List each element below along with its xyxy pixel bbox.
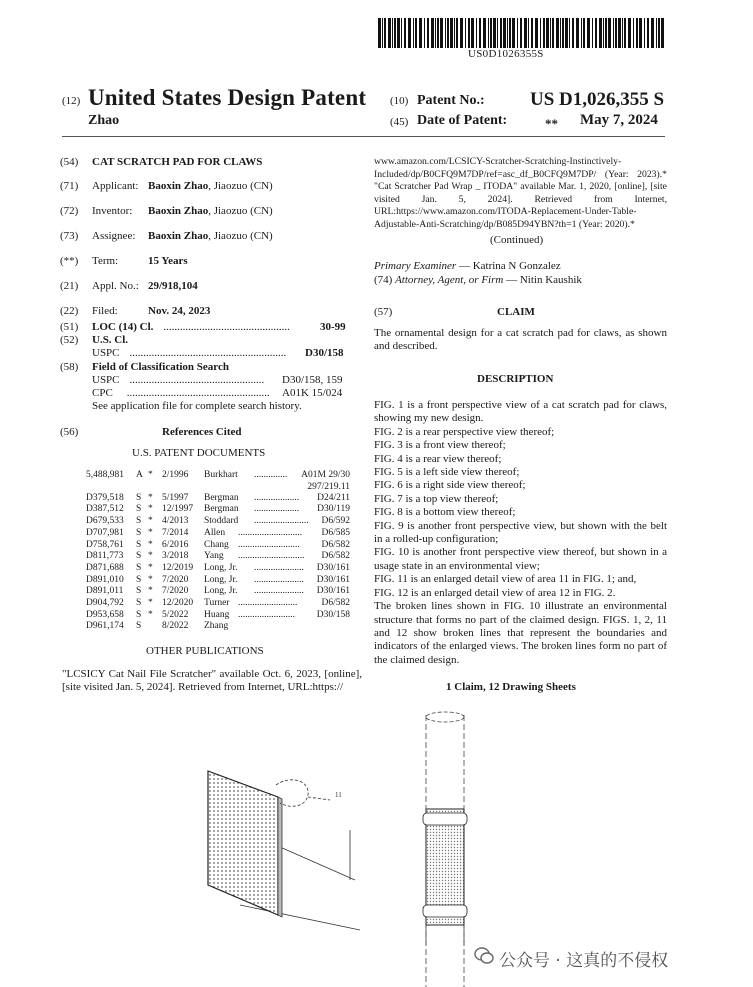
- primary-examiner: Primary Examiner — Katrina N Gonzalez: [374, 260, 561, 272]
- reference-name: Long, Jr.: [204, 562, 238, 573]
- reference-dots: .....................: [254, 562, 304, 573]
- reference-date: 5/1997: [162, 492, 189, 503]
- reference-star: *: [148, 470, 153, 480]
- reference-class: D30/161: [316, 562, 350, 573]
- field-search-uspc-value: D30/158, 159: [282, 374, 343, 386]
- patent-no-label: Patent No.:: [417, 93, 485, 108]
- reference-date: 7/2020: [162, 574, 189, 585]
- reference-number: D961,174: [86, 621, 124, 632]
- reference-class: D6/585: [321, 527, 350, 538]
- header-divider: [62, 136, 665, 137]
- code-52: (52): [60, 334, 79, 346]
- reference-star: *: [148, 504, 153, 515]
- reference-number: D904,792: [86, 598, 124, 608]
- description-title: DESCRIPTION: [477, 373, 554, 385]
- invention-title: CAT SCRATCH PAD FOR CLAWS: [92, 156, 263, 168]
- applicant-label: Applicant:: [92, 180, 139, 192]
- reference-star: *: [148, 574, 153, 585]
- reference-dots: ............................: [238, 551, 305, 562]
- reference-dots: .......................: [254, 516, 309, 527]
- appl-no-label: Appl. No.:: [92, 280, 139, 292]
- reference-class: D6/582: [321, 539, 350, 550]
- term-label: Term:: [92, 255, 119, 267]
- reference-star: *: [148, 551, 153, 562]
- patent-number: US D1,026,355 S: [530, 89, 665, 110]
- assignee-value: Baoxin Zhao, Jiaozuo (CN): [148, 230, 273, 242]
- reference-class: D30/158: [316, 609, 350, 620]
- reference-date: 7/2020: [162, 586, 189, 597]
- reference-number: D891,010: [86, 574, 124, 585]
- reference-kind: S: [136, 609, 142, 620]
- reference-row: [86, 528, 366, 539]
- reference-name: Yang: [204, 551, 224, 562]
- reference-class: D6/582: [321, 598, 350, 608]
- reference-name: Long, Jr.: [204, 586, 238, 597]
- reference-row: [86, 504, 366, 515]
- code-57: (57): [374, 306, 393, 318]
- reference-number: D871,688: [86, 562, 124, 573]
- reference-date: 5/2022: [162, 609, 189, 620]
- description-line: FIG. 1 is a front perspective view of a cat scratch pad for claws, showing my new design.: [374, 399, 667, 425]
- reference-number: D379,518: [86, 492, 124, 503]
- reference-class: A01M 29/30: [301, 470, 350, 480]
- code-45: (45): [390, 116, 409, 128]
- reference-row: [86, 516, 366, 527]
- document-title: United States Design Patent: [88, 85, 367, 110]
- reference-star: *: [148, 539, 153, 550]
- code-58: (58): [60, 361, 79, 373]
- applicant-value: Baoxin Zhao, Jiaozuo (CN): [148, 180, 273, 192]
- reference-star: *: [148, 492, 153, 503]
- us-cl-uspc: USPC .........................................................: [92, 347, 287, 359]
- reference-name: Huang: [204, 609, 230, 620]
- reference-dots: ..........................: [238, 539, 300, 550]
- reference-class: D30/161: [316, 574, 350, 585]
- reference-kind: S: [136, 621, 142, 632]
- field-search-cpc-value: A01K 15/024: [282, 387, 343, 399]
- loc-class-value: 30-99: [320, 321, 346, 333]
- us-patent-docs-title: U.S. PATENT DOCUMENTS: [132, 447, 266, 459]
- pole-environment-drawing: [423, 712, 467, 987]
- reference-date: 4/2013: [162, 516, 189, 527]
- claim-text: The ornamental design for a cat scratch pad for claws, as shown and described.: [374, 327, 667, 353]
- reference-dots: .........................: [238, 598, 298, 608]
- reference-class: D30/119: [317, 504, 350, 515]
- description-line: FIG. 5 is a left side view thereof;: [374, 466, 520, 479]
- reference-class: D6/592: [321, 516, 350, 527]
- reference-date: 12/2019: [162, 562, 194, 573]
- description-line: FIG. 2 is a rear perspective view thereof;: [374, 425, 555, 438]
- reference-row: [86, 470, 366, 481]
- reference-name: Burkhart: [204, 470, 238, 480]
- code-54: (54): [60, 156, 79, 168]
- description-line: FIG. 9 is another front perspective view, but shown with the belt in a rolled-up configuration;: [374, 519, 667, 546]
- code-10: (10): [390, 95, 409, 107]
- barcode: [378, 18, 664, 48]
- code-term: (**): [60, 255, 79, 267]
- code-71: (71): [60, 180, 79, 192]
- code-21: (21): [60, 280, 79, 292]
- patent-date: May 7, 2024: [580, 112, 658, 128]
- reference-name: Zhang: [204, 621, 229, 632]
- reference-name: Allen: [204, 527, 226, 538]
- claim-title: CLAIM: [497, 306, 535, 318]
- code-56: (56): [60, 426, 79, 438]
- other-publications-title: OTHER PUBLICATIONS: [146, 645, 264, 657]
- reference-date: 7/2014: [162, 527, 189, 538]
- reference-kind: S: [136, 598, 142, 608]
- reference-star: *: [148, 586, 153, 597]
- assignee-label: Assignee:: [92, 230, 136, 242]
- description-line: FIG. 11 is an enlarged detail view of area 11 in FIG. 1; and,: [374, 573, 637, 586]
- claims-sheets: 1 Claim, 12 Drawing Sheets: [446, 681, 576, 693]
- reference-kind: S: [136, 492, 142, 503]
- reference-row: [86, 575, 366, 586]
- reference-kind: S: [136, 586, 142, 597]
- reference-row: [86, 621, 366, 632]
- description-line: FIG. 12 is an enlarged detail view of area 12 in FIG. 2.: [374, 586, 616, 599]
- reference-number: D891,011: [86, 586, 124, 597]
- attorney-agent: (74) Attorney, Agent, or Firm — Nitin Kaushik: [374, 274, 582, 286]
- reference-date: 12/1997: [162, 504, 194, 515]
- inventor-label: Inventor:: [92, 205, 133, 217]
- reference-date: 3/2018: [162, 551, 189, 562]
- inventor-surname: Zhao: [88, 113, 120, 128]
- reference-number: 5,488,981: [86, 470, 124, 480]
- reference-star: *: [148, 516, 153, 527]
- reference-dots: ...................: [254, 504, 300, 515]
- reference-name: Long, Jr.: [204, 574, 238, 585]
- reference-dots: .....................: [254, 574, 304, 585]
- appl-no-value: 29/918,104: [148, 280, 198, 292]
- reference-row-continued: [86, 482, 366, 493]
- filed-label: Filed:: [92, 305, 118, 317]
- reference-row: [86, 493, 366, 504]
- other-publication-cont: www.amazon.com/LCSICY-Scratcher-Scratching-Instinctively-Included/dp/B0CFQ9M7DP/ref=asc_df_B0CFQ9M7DP/ (Year: 2023).* "Cat Scratcher Pad Wrap _ ITODA" available Mar. 1, 2020, [online], [site visited Jan. 5, 2024]. Retrieved from Internet, URL:https://www.amazon.com/ITODA-Replacement-Under-Table-Adjustable-Anti-Scratching/dp/B085D94YBN?th=1 (Year: 2020).*: [374, 156, 667, 230]
- reference-dots: ...................: [254, 492, 300, 503]
- code-72: (72): [60, 205, 79, 217]
- reference-date: 2/1996: [162, 470, 189, 480]
- reference-name: Chang: [204, 539, 229, 550]
- reference-number: D707,981: [86, 527, 124, 538]
- us-cl-value: D30/158: [305, 347, 344, 359]
- reference-class-2: 297/219.11: [307, 481, 350, 492]
- reference-kind: A: [136, 470, 143, 480]
- reference-dots: ........................: [238, 609, 295, 620]
- reference-class: D6/582: [321, 551, 350, 562]
- reference-kind: S: [136, 504, 142, 515]
- figure-label-11: 11: [335, 791, 342, 799]
- description-line: FIG. 8 is a bottom view thereof;: [374, 506, 516, 519]
- description-line: FIG. 4 is a rear view thereof;: [374, 452, 502, 465]
- continued-note: (Continued): [490, 234, 544, 246]
- code-22: (22): [60, 305, 79, 317]
- watermark-text: 公众号 · 这真的不侵权: [499, 951, 669, 971]
- description-line: The broken lines shown in FIG. 10 illustrate an environmental structure that forms no part of the claimed design. FIGS. 1, 2, 11 and 12 show broken lines that represent the boundaries and indicators of the enlarged views. The broken lines form no part of the claimed design.: [374, 600, 667, 666]
- reference-number: D811,773: [86, 551, 124, 562]
- reference-star: *: [148, 527, 153, 538]
- reference-kind: S: [136, 562, 142, 573]
- reference-dots: ..............: [254, 470, 288, 480]
- reference-kind: S: [136, 539, 142, 550]
- reference-kind: S: [136, 516, 142, 527]
- reference-date: 12/2020: [162, 598, 194, 608]
- reference-number: D758,761: [86, 539, 124, 550]
- description-line: FIG. 10 is another front perspective view thereof, but shown in a usage state in an environmental view;: [374, 546, 667, 572]
- reference-kind: S: [136, 527, 142, 538]
- reference-row: [86, 563, 366, 574]
- field-search-uspc: USPC .................................................: [92, 374, 265, 386]
- description-line: FIG. 6 is a right side view thereof;: [374, 479, 526, 492]
- wechat-icon: [474, 946, 494, 966]
- field-search-label: Field of Classification Search: [92, 361, 229, 373]
- reference-kind: S: [136, 551, 142, 562]
- reference-dots: .....................: [254, 586, 304, 597]
- reference-row: [86, 551, 366, 562]
- reference-name: Stoddard: [204, 516, 239, 527]
- reference-class: D30/161: [316, 586, 350, 597]
- code-51: (51): [60, 321, 79, 333]
- barcode-number: US0D1026355S: [468, 48, 544, 60]
- reference-row: [86, 586, 366, 597]
- references-cited-title: References Cited: [162, 426, 242, 438]
- reference-date: 6/2016: [162, 539, 189, 550]
- code-73: (73): [60, 230, 79, 242]
- reference-row: [86, 610, 366, 621]
- reference-row: [86, 540, 366, 551]
- description-body: [374, 399, 667, 667]
- reference-star: *: [148, 609, 153, 620]
- code-12: (12): [62, 95, 81, 107]
- term-value: 15 Years: [148, 255, 188, 267]
- reference-dots: ...........................: [238, 527, 303, 538]
- date-label: Date of Patent:: [417, 113, 508, 128]
- reference-date: 8/2022: [162, 621, 189, 632]
- reference-star: *: [148, 598, 153, 608]
- reference-star: *: [148, 562, 153, 573]
- us-cl-label: U.S. Cl.: [92, 334, 129, 346]
- other-publication-1: "LCSICY Cat Nail File Scratcher" available Oct. 6, 2023, [online], [site visited Jan. 5, 2024]. Retrieved from Internet, URL:https://: [62, 668, 362, 693]
- reference-kind: S: [136, 574, 142, 585]
- reference-name: Turner: [204, 598, 230, 608]
- search-history-note: See application file for complete search history.: [92, 400, 302, 412]
- filed-value: Nov. 24, 2023: [148, 305, 211, 317]
- inventor-value: Baoxin Zhao, Jiaozuo (CN): [148, 205, 273, 217]
- reference-name: Bergman: [204, 492, 239, 503]
- term-stars: **: [545, 116, 558, 131]
- reference-number: D679,533: [86, 516, 124, 527]
- description-line: FIG. 7 is a top view thereof;: [374, 492, 499, 505]
- loc-class: LOC (14) Cl. ..............................................: [92, 321, 290, 333]
- field-search-cpc: CPC ....................................................: [92, 387, 270, 399]
- design-drawing: [180, 705, 700, 987]
- reference-number: D953,658: [86, 609, 124, 620]
- reference-number: D387,512: [86, 504, 124, 515]
- reference-name: Bergman: [204, 504, 239, 515]
- description-line: FIG. 3 is a front view thereof;: [374, 439, 506, 452]
- reference-class: D24/211: [317, 492, 350, 503]
- reference-row: [86, 598, 366, 609]
